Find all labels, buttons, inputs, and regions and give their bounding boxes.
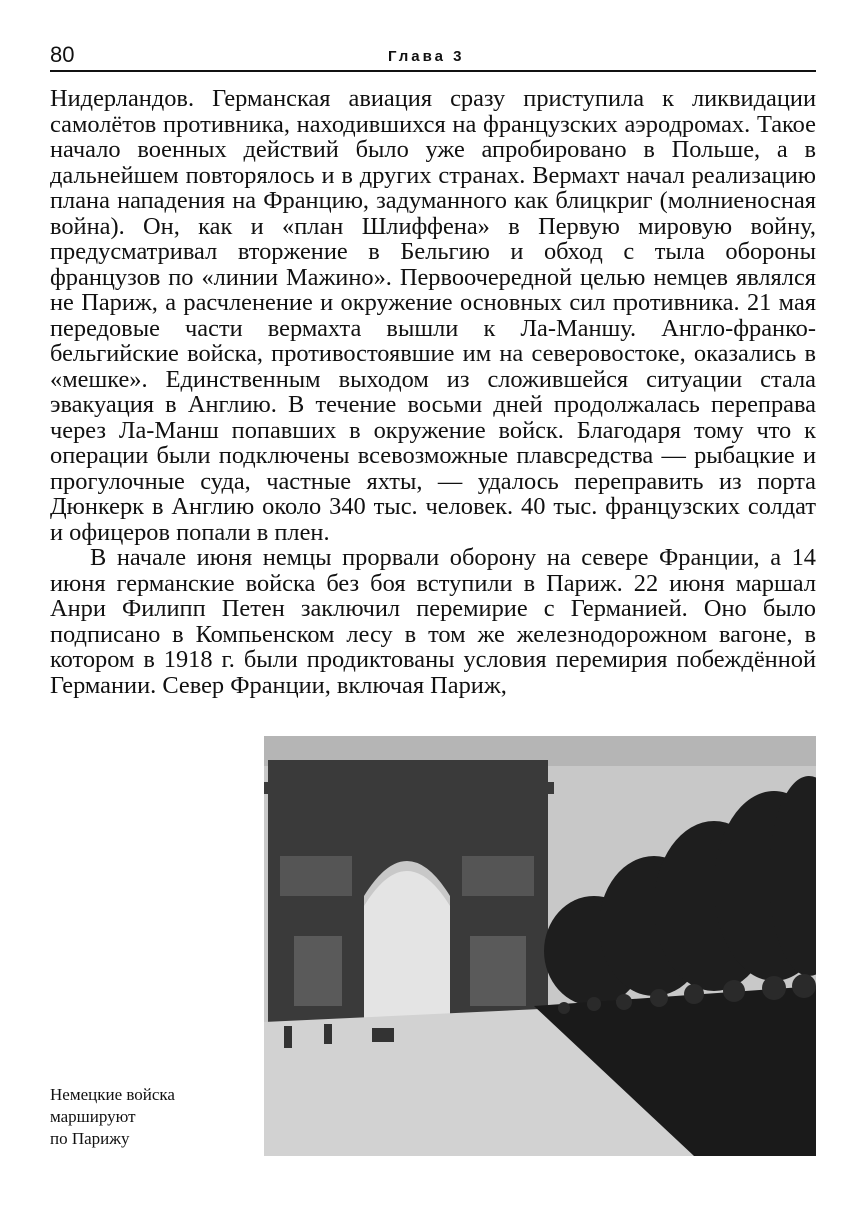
photo-arc-de-triomphe [264, 736, 816, 1156]
caption-line: по Парижу [50, 1129, 130, 1148]
caption-line: маршируют [50, 1107, 136, 1126]
photo-caption [50, 1084, 250, 1150]
paragraph: В начале июня немцы прорвали оборону на севере Франции, а 14 июня германские войска без боя вступили в Париж. 22 июня маршал Анри Филипп Петен заключил перемирие с Германией. Оно было подписано в Компьенском лесу в том же железнодорожном вагоне, в котором в 1918 г. были продиктованы условия перемирия побеждённой Германии. Север Франции, включая Париж, [50, 544, 816, 699]
body-text [50, 86, 816, 698]
page-header [50, 44, 816, 72]
chapter-title: Глава 3 [388, 48, 465, 65]
photo-illustration [264, 736, 816, 1156]
paragraph: Нидерландов. Германская авиация сразу приступила к ликвидации самолётов противника, находившихся на французских аэродромах. Такое начало военных действий было уже апробировано в Польше, а в дальнейшем повторялось и в других странах. Вермахт начал реализацию плана нападения на Францию, задуманного как блицкриг (молниеносная война). Он, как и «план Шлиффена» в Первую мировую войну, предусматривал вторжение в Бельгию и обход с тыла обороны французов по «линии Мажино». Первоочередной целью немцев являлся не Париж, а расчленение и окружение основных сил противника. 21 мая передовые части вермахта вышли к Ла-Маншу. Англо-франко-бельгийские войска, противостоявшие им на северовостоке, оказались в «мешке». Единственным выходом из сложившейся ситуации стала эвакуация в Англию. В течение восьми дней продолжалась переправа через Ла-Манш попавших в окружение войск. Благодаря тому что к операции были подключены всевозможные плавсредства — рыбацкие и прогулочные суда, частные яхты, — удалось переправить из порта Дюнкерк в Англию около 340 тыс. человек. 40 тыс. французских солдат и офицеров попали в плен. [50, 85, 816, 546]
caption-line: Немецкие войска [50, 1085, 175, 1104]
page-number: 80 [50, 42, 75, 67]
